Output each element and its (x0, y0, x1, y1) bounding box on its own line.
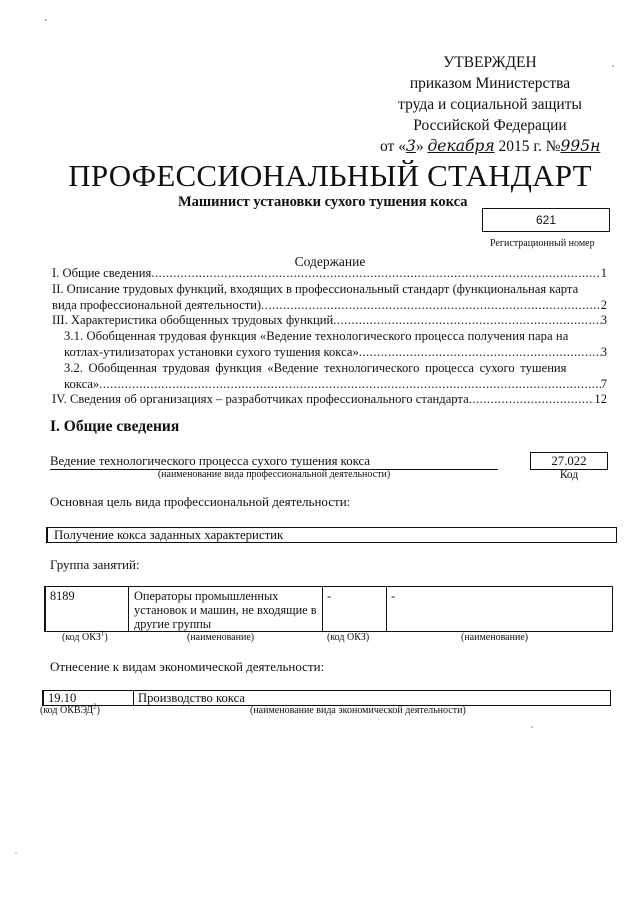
toc-item-text-cont: кокса» (64, 376, 100, 391)
toc-item-page: 1 (600, 266, 607, 280)
approval-title: УТВЕРЖДЕН (443, 54, 537, 71)
okved-name-cell: Производство кокса (138, 691, 245, 705)
approval-year: 2015 г. № (498, 138, 561, 155)
activity-code-caption: Код (559, 469, 579, 481)
economic-activity-label: Отнесение к видам экономической деятельности: (50, 659, 325, 674)
toc-item-text: 3.2. Обобщенная трудовая функция «Ведение технологического процесса сухого тушения (64, 360, 567, 375)
okz-name-cell-2: - (391, 589, 396, 603)
toc-item-page: 3 (600, 344, 607, 359)
approval-line-labor: труда и социальной защиты (398, 96, 582, 113)
footnote-1-marker: 1 (100, 629, 105, 638)
toc-item-text: II. Описание трудовых функций, входящих в профессиональный стандарт (функциональная карта (52, 281, 579, 296)
toc-item-page: 12 (594, 392, 607, 407)
activity-code-box: 27.022 (530, 452, 608, 470)
approval-date-mid: » (415, 138, 424, 155)
okved-code-caption-text: (код ОКВЭД (40, 705, 94, 716)
toc-item-text: III. Характеристика обобщенных трудовых функций (52, 313, 334, 328)
okz-code-cell: 8189 (46, 587, 129, 631)
okz-code-caption-2: (код ОКЗ) (327, 632, 370, 643)
document-subtitle: Машинист установки сухого тушения кокса (178, 194, 468, 210)
goal-field: Получение кокса заданных характеристик (46, 527, 617, 543)
approval-line-country: Российской Федерации (413, 117, 567, 134)
okz-code-caption-close: ) (104, 632, 108, 643)
toc-item-text-cont: котлах-утилизаторах установки сухого тушения кокса» (64, 344, 359, 359)
approval-day: 3 (405, 137, 416, 155)
okz-name-caption-2: (наименование) (461, 632, 529, 643)
toc-item-page: 2 (600, 297, 607, 312)
okz-name-caption: (наименование) (187, 632, 255, 643)
toc-item-text: I. Общие сведения (52, 266, 152, 280)
approval-number: 995н (560, 137, 601, 155)
okved-code-caption-close: ) (96, 705, 100, 716)
activity-name-caption: (наименование вида профессиональной деятельности) (157, 469, 391, 480)
toc-item-page: 3 (600, 313, 607, 328)
okz-code-cell-2: - (323, 587, 387, 631)
toc-item-text-cont: вида профессиональной деятельности) (52, 297, 262, 312)
document-title: ПРОФЕССИОНАЛЬНЫЙ СТАНДАРТ (68, 158, 592, 193)
goal-label: Основная цель вида профессиональной деятельности: (50, 494, 351, 509)
okz-code-caption-text: (код ОКЗ (62, 632, 101, 643)
registration-number-box: 621 (482, 208, 610, 232)
approval-line-ministry: приказом Министерства (409, 75, 571, 92)
activity-name-field: Ведение технологического процесса сухого тушения кокса (50, 453, 498, 470)
okz-name-cell: Операторы промышленных установок и машин, не входящие в другие группы (129, 587, 323, 631)
toc-heading: Содержание (294, 254, 366, 269)
registration-number-label: Регистрационный номер (490, 238, 595, 249)
approval-month: декабря (427, 137, 495, 155)
okved-code-cell: 19.10 (44, 691, 134, 705)
toc-item-text: 3.1. Обобщенная трудовая функция «Ведение технологического процесса получения пара на (64, 329, 569, 344)
okved-name-caption: (наименование вида экономической деятельности) (250, 705, 466, 716)
toc-item-page: 7 (600, 376, 607, 391)
footnote-2-marker: 2 (93, 702, 97, 711)
toc-item-text: IV. Сведения об организациях – разработчиках профессионального стандарта (52, 392, 469, 407)
approval-date-prefix: от « (380, 138, 406, 155)
section-title-general: I. Общие сведения (50, 418, 180, 435)
occupation-group-label: Группа занятий: (50, 557, 140, 572)
